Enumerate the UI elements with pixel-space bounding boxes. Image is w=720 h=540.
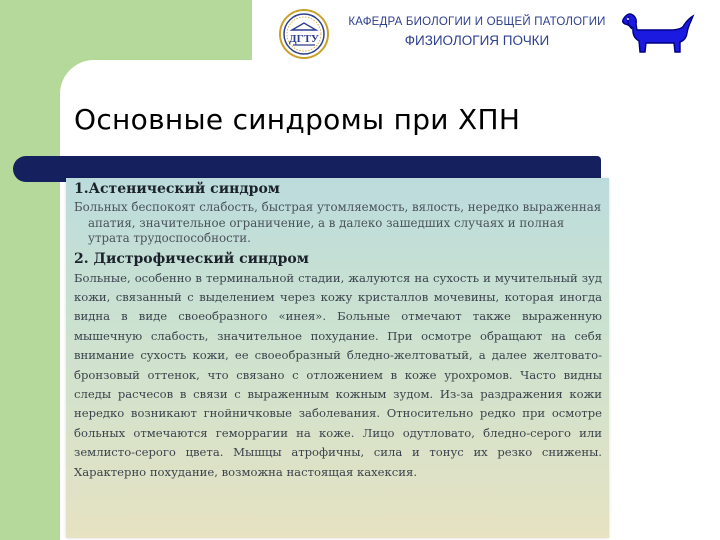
section-paragraph: Больных беспокоят слабость, быстрая утомляемость, вялость, нередко выраженная апатия, значительное ограничение, а в далеко зашедших случаях и полная утрата трудоспособности.	[74, 200, 602, 245]
slide-title: Основные синдромы при ХПН	[74, 103, 521, 136]
scanned-text-image	[66, 178, 609, 538]
syndromes-text	[74, 180, 602, 482]
lecture-topic: ФИЗИОЛОГИЯ ПОЧКИ	[404, 33, 550, 48]
logo-text: ДГТУ	[289, 33, 319, 45]
section-heading: 1.Астенический синдром	[74, 181, 280, 197]
department-name: КАФЕДРА БИОЛОГИИ И ОБЩЕЙ ПАТОЛОГИИ	[348, 16, 606, 28]
dachshund-icon	[620, 10, 696, 56]
university-emblem-icon	[278, 8, 330, 60]
section-heading: 2. Дистрофический синдром	[74, 250, 309, 267]
section-paragraph: Больные, особенно в терминальной стадии, жалуются на сухость и мучительный зуд кожи, связанный с выделением через кожу кристаллов мочевины, которая иногда видна в виде своеобразного «инея». Больные отмечают также выраженную мышечную слабость, значительное похудание. При осмотре обращают на себя внимание сухость кожи, ее своеобразный бледно-желтоватый, а далее желтовато-бронзовый оттенок, что связано с отложением в коже урохромов. Часто видны следы расчесов в связи с выраженным кожным зудом. Из-за раздражения кожи нередко возникают гнойничковые заболевания. Относительно редко при осмотре больных отмечаются геморрагии на коже. Лицо одутловато, бледно-серого или землисто-серого цвета. Мышцы атрофичны, сила и тонус их резко снижены. Характерно похудание, возможна настоящая кахексия.	[74, 270, 602, 479]
